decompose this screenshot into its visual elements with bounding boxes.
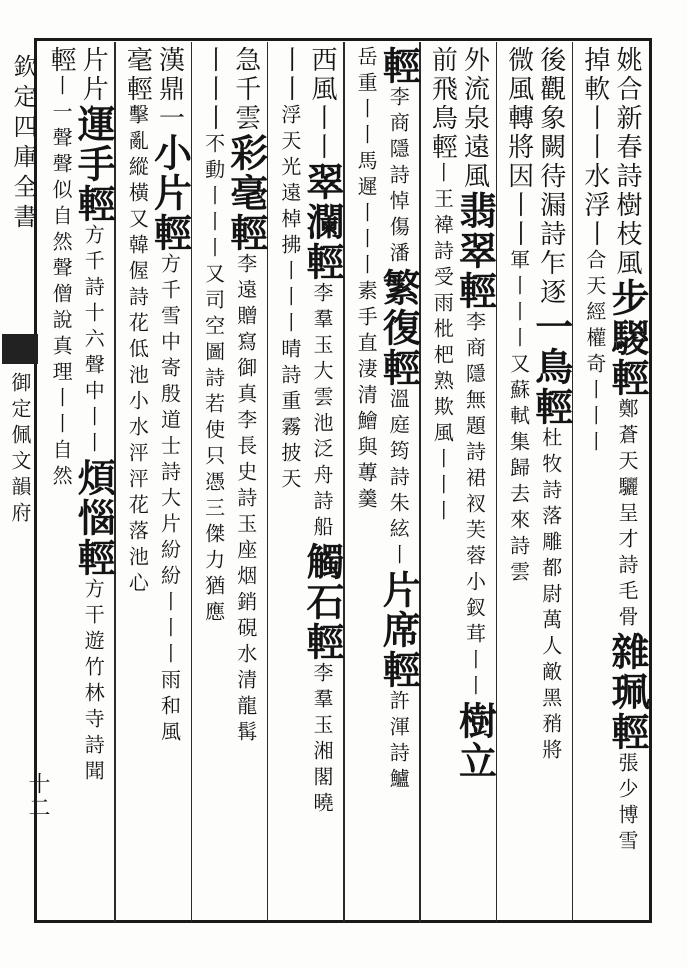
headword: 繁: [376, 268, 422, 308]
headword: 雜: [605, 632, 650, 672]
text-column: [300, 46, 345, 918]
main-text: 丨丨: [274, 46, 305, 104]
annotation-text: 不動丨丨丨: [201, 133, 226, 263]
headword: 輕: [300, 242, 345, 282]
page-number: 十二: [25, 772, 50, 820]
text-column: [116, 46, 153, 918]
headword: 輕: [605, 712, 650, 752]
annotation-text: 又蘇軾集歸去來詩雲: [506, 353, 531, 587]
headword: 輕: [376, 46, 422, 86]
headword: 輕: [605, 358, 650, 398]
annotation-text: 李商隱詩悼傷潘: [386, 86, 411, 268]
main-text: 掉軟丨丨水浮丨: [579, 46, 610, 249]
annotation-text: 岳重丨丨馬遲丨: [354, 46, 379, 228]
headword: 瀾: [300, 202, 345, 242]
annotation-text: 丨王褘詩受雨枇杷熟欺風丨丨丨: [430, 162, 455, 526]
headword: 手: [71, 144, 117, 184]
annotation-text: 方干遊竹林寺詩聞: [81, 578, 106, 786]
headword: 翡: [452, 191, 498, 231]
headword: 輕: [300, 622, 345, 662]
annotation-text: 溫庭筠詩朱絃丨: [386, 388, 411, 570]
annotation-text: 李遠贈寫御真李長史詩玉座烟銷硯水清龍髯: [233, 253, 258, 747]
main-text: 後觀象闕待漏詩乍逐: [535, 46, 566, 307]
annotation-text: 浮天光遠棹拂丨丨丨: [277, 104, 302, 338]
annotation-text: 晴詩重霧披天: [277, 338, 302, 494]
headword: 毫: [223, 173, 269, 213]
annotation-text: 方千雪中寄殷道士詩大片紛紛丨丨丨雨和風: [157, 253, 182, 747]
headword: 一: [528, 307, 574, 347]
headword: 煩: [71, 458, 117, 498]
annotation-text: 許渾詩鱸: [386, 690, 411, 794]
headword: 彩: [223, 133, 269, 173]
headword: 輕: [223, 213, 269, 253]
headword: 珮: [605, 672, 650, 712]
headword: 輕: [376, 650, 422, 690]
annotation-text: 李羣玉大雲池泛舟詩船: [310, 282, 334, 542]
annotation-text: 丨一聲聲似自然聲: [49, 75, 74, 283]
headword: 輕: [452, 271, 498, 311]
right-border: [649, 38, 652, 923]
headword: 席: [376, 610, 422, 650]
headword: 鳥: [528, 347, 574, 387]
text-column: [71, 46, 117, 918]
annotation-text: 方千詩十六聲中丨丨: [81, 224, 106, 458]
headword: 輕: [71, 538, 117, 578]
main-text: 丨丨丨: [198, 46, 229, 133]
column-divider: [572, 42, 574, 922]
headword: 小: [147, 133, 193, 173]
text-column: [528, 46, 574, 918]
headword: 樹: [452, 701, 498, 741]
top-border: [34, 38, 652, 41]
annotation-text: 李商隱無題詩裙衩芙蓉小釵茸丨丨: [462, 311, 487, 701]
headword: 翠: [452, 231, 498, 271]
text-column: [147, 46, 193, 918]
main-text: 西風丨丨: [307, 46, 337, 162]
headword: 復: [376, 308, 422, 348]
text-column: [40, 46, 77, 918]
main-text: 急千雲: [230, 46, 261, 133]
annotation-text: 丨丨素手直淒清: [354, 228, 379, 410]
text-column: [498, 46, 532, 918]
page-margin: [0, 42, 50, 922]
headword: 立: [452, 741, 498, 781]
annotation-text: 僧說真理丨丨自然: [49, 283, 74, 491]
book-title: 欽定四庫全書: [9, 54, 37, 234]
main-text: 外流泉遠風: [459, 46, 490, 191]
text-column: [345, 46, 379, 918]
headword: 片: [376, 570, 422, 610]
annotation-text: 合天經權奇丨丨丨: [582, 249, 607, 457]
text-column: [376, 46, 422, 918]
headword: 石: [300, 582, 345, 622]
headword: 步: [605, 278, 650, 318]
main-text: 片片: [78, 46, 109, 104]
column-divider: [496, 42, 498, 922]
annotation-text: 杜牧詩落雕都尉萬人敵黑矟將: [538, 427, 563, 765]
main-text: 毫輕: [122, 46, 153, 104]
column-divider: [419, 42, 421, 922]
headword: 運: [71, 104, 117, 144]
annotation-text: 李羣玉湘閣曉: [310, 662, 334, 818]
headword: 輕: [147, 213, 193, 253]
main-text: 漢鼎一: [154, 46, 185, 133]
headword: 惱: [71, 498, 117, 538]
headword: 翠: [300, 162, 345, 202]
headword: 觸: [300, 542, 345, 582]
annotation-text: 又司空圖詩若使只憑三傑力猶應: [201, 263, 226, 627]
headword: 輕: [528, 387, 574, 427]
main-text: 姚合新春詩樹枝風: [612, 46, 642, 278]
headword: 輕: [376, 348, 422, 388]
text-column: [452, 46, 498, 918]
main-text: 前飛鳥輕: [427, 46, 458, 162]
text-column: [223, 46, 269, 918]
text-column: [269, 46, 303, 918]
text-column: [605, 46, 650, 918]
headword: 片: [147, 173, 193, 213]
annotation-text: 鱠與蓴羹: [354, 410, 379, 514]
volume-title: 御定佩文韻府: [8, 372, 32, 528]
annotation-text: 鄭蒼天驪呈才詩毛骨: [615, 398, 639, 632]
headword: 輕: [71, 184, 117, 224]
annotation-text: 擊亂縱橫又韓偓詩花低池小水泙泙花落池心: [125, 104, 150, 598]
fish-tail-mark: [2, 334, 38, 364]
annotation-text: 軍丨丨丨: [506, 249, 531, 353]
text-column: [193, 46, 227, 918]
annotation-text: 張少博雪: [615, 752, 639, 856]
main-text: 輕: [46, 46, 77, 75]
headword: 騣: [605, 318, 650, 358]
text-column: [574, 46, 608, 918]
main-text: 微風轉將因丨丨: [503, 46, 534, 249]
text-column: [421, 46, 458, 918]
